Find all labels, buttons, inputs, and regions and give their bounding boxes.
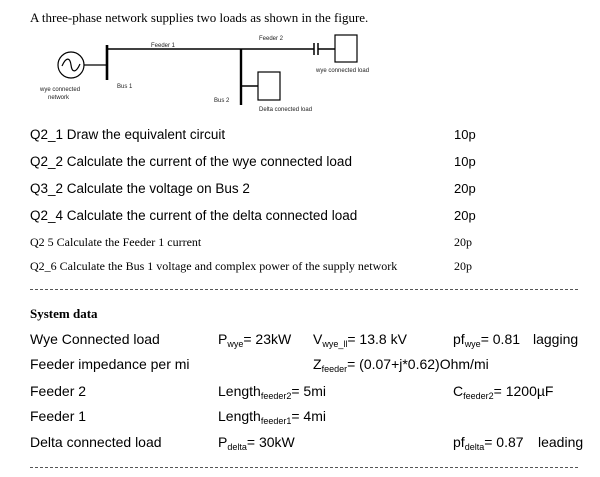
- delta-load-label: Delta conected load: [259, 107, 313, 113]
- wye-load-label: wye connected load: [316, 68, 370, 74]
- feeder2-label: Feeder 2: [259, 36, 284, 42]
- feeder2-row-label: Feeder 2: [30, 383, 87, 399]
- system-data-heading: System data: [30, 306, 98, 321]
- question-1: Q2_1 Draw the equivalent circuit: [30, 127, 226, 142]
- source-label-line1: wye connected: [40, 87, 81, 93]
- delta-power-value: $P_{delta}= 30kW$: [218, 434, 295, 452]
- delta-pf-type: leading: [538, 434, 584, 450]
- question-6-points: 20p: [454, 259, 472, 273]
- sine-wave-icon: [62, 59, 80, 71]
- wye-load-label-row: Wye Connected load: [30, 331, 160, 347]
- feeder1-row-label: Feeder 1: [30, 408, 87, 424]
- wye-pf-type: lagging: [533, 331, 579, 347]
- separator-bottom: [30, 467, 578, 468]
- bus1-label: Bus 1: [117, 84, 133, 90]
- question-2-points: 10p: [454, 154, 476, 169]
- question-3: Q3_2 Calculate the voltage on Bus 2: [30, 181, 250, 196]
- question-3-points: 20p: [454, 181, 476, 196]
- question-6: Q2_6 Calculate the Bus 1 voltage and complex power of the supply network: [30, 259, 398, 273]
- delta-load-box: [258, 72, 280, 100]
- wye-pf-value: $pf_{wye}= 0.81$: [453, 331, 521, 349]
- wye-load-box: [335, 35, 357, 62]
- question-4-points: 20p: [454, 208, 476, 223]
- delta-load-label-row: Delta connected load: [30, 434, 162, 450]
- feeder1-length-value: Length$_{feeder1}$= 4mi: [218, 408, 326, 426]
- feeder-impedance-value: $Z_{feeder}= (0.07+j*0.62)Ohm/mi$: [313, 356, 489, 374]
- bus2-label: Bus 2: [214, 98, 230, 104]
- page-title: A three-phase network supplies two loads as shown in the figure.: [30, 10, 369, 25]
- question-2: Q2_2 Calculate the current of the wye connected load: [30, 154, 352, 169]
- question-4: Q2_4 Calculate the current of the delta connected load: [30, 208, 358, 223]
- feeder2-length-value: Length$_{feeder2}$= 5mi: [218, 383, 326, 401]
- question-5-points: 20p: [454, 235, 472, 249]
- feeder-impedance-label: Feeder impedance per mi: [30, 356, 190, 372]
- feeder2-capacitance-value: $C_{feeder2}= 1200\mu F$: [453, 383, 554, 401]
- separator-top: [30, 289, 578, 290]
- question-5: Q2 5 Calculate the Feeder 1 current: [30, 235, 202, 249]
- delta-pf-value: $pf_{delta}= 0.87$: [453, 434, 524, 452]
- wye-power-value: $P_{wye}= 23kW$: [218, 331, 292, 349]
- wye-voltage-value: $V_{wye\_ll}= 13.8$ kV: [313, 331, 407, 349]
- question-1-points: 10p: [454, 127, 476, 142]
- source-label-line2: network: [48, 95, 70, 101]
- feeder1-label: Feeder 1: [151, 43, 176, 49]
